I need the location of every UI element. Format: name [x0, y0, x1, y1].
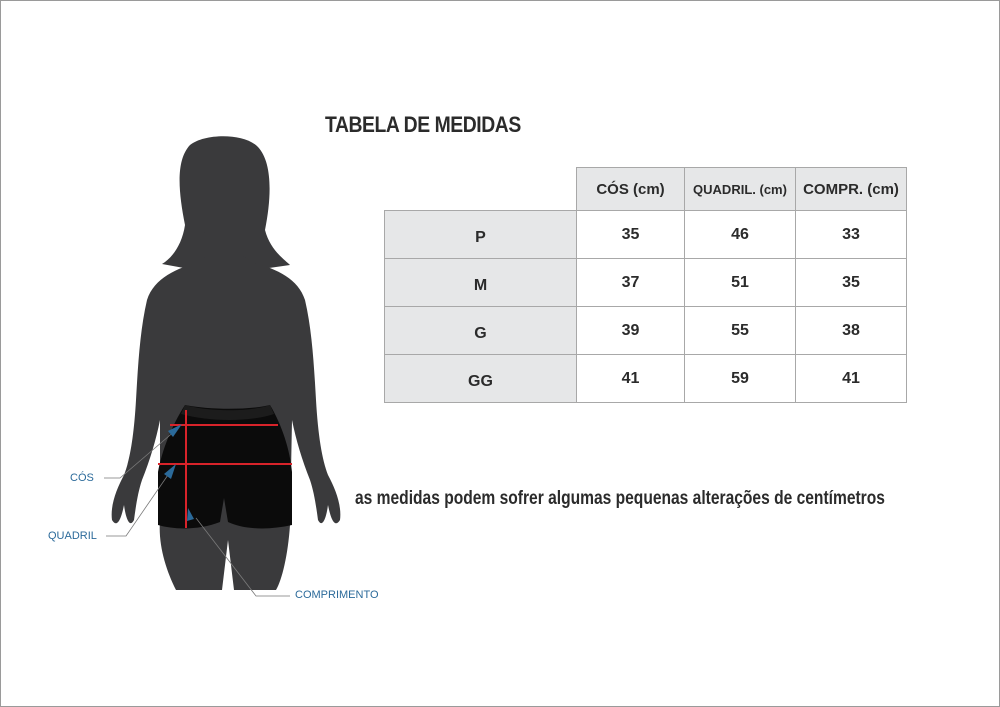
- cos-value: 35: [577, 211, 685, 259]
- cos-label: CÓS: [70, 472, 94, 484]
- cos-value: 39: [577, 307, 685, 355]
- size-table: [384, 167, 907, 403]
- quadril-value: 59: [685, 355, 796, 403]
- header-comprimento: COMPR. (cm): [796, 168, 907, 211]
- quadril-value: 51: [685, 259, 796, 307]
- table-row: [385, 355, 907, 403]
- size-cell: M: [385, 259, 577, 307]
- table-row: [385, 259, 907, 307]
- table-row: [385, 211, 907, 259]
- comprimento-value: 33: [796, 211, 907, 259]
- table-row: [385, 307, 907, 355]
- measurement-note: as medidas podem sofrer algumas pequenas alterações de centímetros: [355, 488, 885, 509]
- comprimento-value: 38: [796, 307, 907, 355]
- page-title: TABELA DE MEDIDAS: [325, 112, 521, 137]
- size-cell: GG: [385, 355, 577, 403]
- table-header-row: [385, 168, 907, 211]
- header-cos: CÓS (cm): [577, 168, 685, 211]
- size-cell: G: [385, 307, 577, 355]
- comprimento-value: 41: [796, 355, 907, 403]
- cos-value: 37: [577, 259, 685, 307]
- quadril-value: 46: [685, 211, 796, 259]
- cos-value: 41: [577, 355, 685, 403]
- quadril-label: QUADRIL: [48, 530, 97, 542]
- table-corner-cell: [385, 168, 577, 211]
- header-quadril: QUADRIL. (cm): [685, 168, 796, 211]
- quadril-value: 55: [685, 307, 796, 355]
- comprimento-value: 35: [796, 259, 907, 307]
- size-cell: P: [385, 211, 577, 259]
- comprimento-label: COMPRIMENTO: [295, 589, 379, 601]
